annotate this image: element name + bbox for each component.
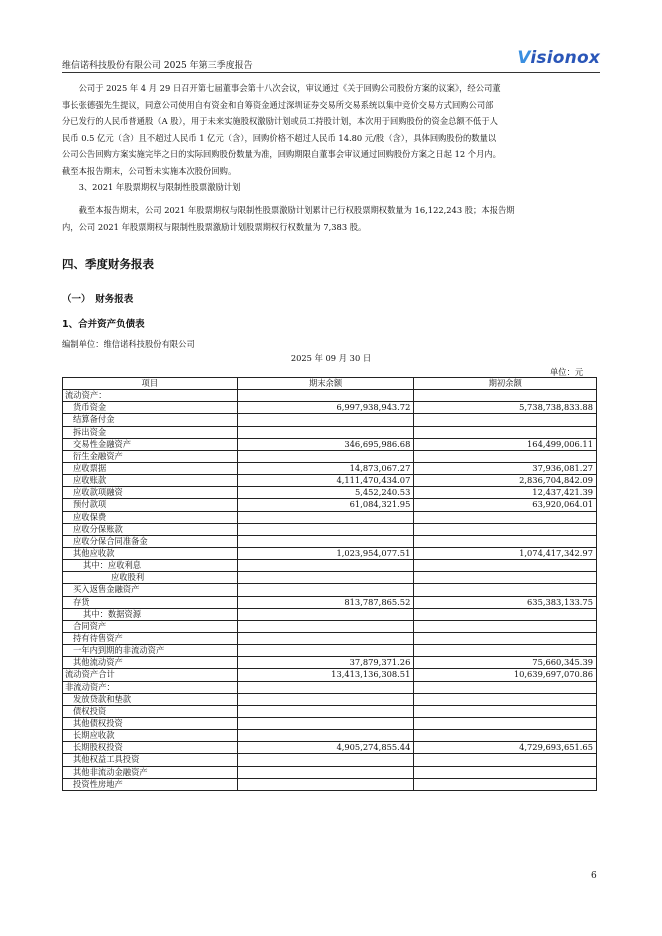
row-label: 其他债权投资 xyxy=(63,717,238,729)
period-end-value xyxy=(237,681,414,693)
balance-sheet-table xyxy=(62,377,597,791)
period-end-value: 1,023,954,077.51 xyxy=(237,547,414,559)
row-label: 应收账款 xyxy=(63,475,238,487)
table-row xyxy=(63,693,597,705)
table-row xyxy=(63,475,597,487)
row-label: 交易性金融资产 xyxy=(63,438,238,450)
paragraph-line: 民币 0.5 亿元（含）且不超过人民币 1 亿元（含），回购价格不超过人民币 14.80 元/股（含），具体回购股份的数量以 xyxy=(62,132,497,143)
report-date: 2025 年 09 月 30 日 xyxy=(290,353,372,363)
period-end-value xyxy=(237,426,414,438)
buyback-paragraph xyxy=(62,80,600,179)
row-label: 发放贷款和垫款 xyxy=(63,693,238,705)
paragraph-line: 事长张德强先生提议，同意公司使用自有资金和自筹资金通过深圳证券交易所交易系统以集中竞价交易方式回购公司部 xyxy=(62,99,494,110)
period-begin-value: 12,437,421.39 xyxy=(414,487,597,499)
row-label: 应收分保账款 xyxy=(63,523,238,535)
period-end-value xyxy=(237,693,414,705)
period-end-value: 4,905,274,855.44 xyxy=(237,742,414,754)
period-end-value xyxy=(237,717,414,729)
row-label: 流动资产： xyxy=(63,390,238,402)
row-label: 货币资金 xyxy=(63,402,238,414)
table-row xyxy=(63,657,597,669)
row-label: 买入返售金融资产 xyxy=(63,584,238,596)
period-begin-value xyxy=(414,778,597,790)
period-end-value xyxy=(237,632,414,644)
period-begin-value xyxy=(414,705,597,717)
table-row xyxy=(63,402,597,414)
period-begin-value xyxy=(414,717,597,729)
period-end-value xyxy=(237,572,414,584)
table-title: 1、合并资产负债表 xyxy=(62,319,145,330)
row-label: 其他非流动金融资产 xyxy=(63,766,238,778)
row-label: 衍生金融资产 xyxy=(63,450,238,462)
table-row xyxy=(63,499,597,511)
period-begin-value xyxy=(414,645,597,657)
table-row xyxy=(63,487,597,499)
period-begin-value xyxy=(414,511,597,523)
table-row xyxy=(63,535,597,547)
period-end-value xyxy=(237,645,414,657)
period-begin-value xyxy=(414,523,597,535)
table-row xyxy=(63,511,597,523)
period-begin-value: 4,729,693,651.65 xyxy=(414,742,597,754)
period-begin-value: 164,499,006.11 xyxy=(414,438,597,450)
table-row xyxy=(63,645,597,657)
paragraph-line: 公司公告回购方案实施完毕之日的实际回购股份数量为准，回购期限自董事会审议通过回购股份方案之日起 12 个月内。 xyxy=(62,149,501,159)
period-end-value: 4,111,470,434.07 xyxy=(237,475,414,487)
table-row xyxy=(63,705,597,717)
table-row xyxy=(63,584,597,596)
period-end-value xyxy=(237,778,414,790)
row-label: 合同资产 xyxy=(63,620,238,632)
table-row xyxy=(63,426,597,438)
row-label: 债权投资 xyxy=(63,705,238,717)
period-begin-value xyxy=(414,754,597,766)
table-header-row xyxy=(63,378,597,390)
period-end-value: 61,084,321.95 xyxy=(237,499,414,511)
row-label: 其中：应收利息 xyxy=(63,560,238,572)
incentive-plan-heading: 3、2021 年股票期权与限制性股票激励计划 xyxy=(62,182,241,192)
period-end-value xyxy=(237,730,414,742)
table-row xyxy=(63,596,597,608)
period-begin-value: 75,660,345.39 xyxy=(414,657,597,669)
header-title: 维信诺科技股份有限公司 2025 年第三季度报告 xyxy=(62,61,253,71)
table-row xyxy=(63,572,597,584)
table-row xyxy=(63,717,597,729)
table-row xyxy=(63,620,597,632)
period-end-value xyxy=(237,620,414,632)
period-end-value xyxy=(237,754,414,766)
period-end-value: 13,413,136,308.51 xyxy=(237,669,414,681)
section-title: 四、季度财务报表 xyxy=(62,257,154,271)
period-begin-value xyxy=(414,572,597,584)
row-label: 投资性房地产 xyxy=(63,778,238,790)
row-label: 非流动资产： xyxy=(63,681,238,693)
period-begin-value: 63,920,064.01 xyxy=(414,499,597,511)
paragraph-line: 内，公司 2021 年股票期权与限制性股票激励计划股票期权行权数量为 7,383 股。 xyxy=(62,221,367,232)
header-period-end: 期末余额 xyxy=(237,378,414,390)
header-divider xyxy=(62,72,600,73)
period-begin-value xyxy=(414,620,597,632)
period-begin-value: 5,738,738,833.88 xyxy=(414,402,597,414)
row-label: 结算备付金 xyxy=(63,414,238,426)
period-begin-value xyxy=(414,681,597,693)
row-label: 应收股利 xyxy=(63,572,238,584)
period-end-value xyxy=(237,766,414,778)
period-end-value xyxy=(237,560,414,572)
period-end-value xyxy=(237,584,414,596)
table-row xyxy=(63,547,597,559)
period-end-value xyxy=(237,523,414,535)
period-end-value: 14,873,067.27 xyxy=(237,462,414,474)
row-label: 应收分保合同准备金 xyxy=(63,535,238,547)
row-label: 其中：数据资源 xyxy=(63,608,238,620)
incentive-plan-paragraph xyxy=(62,202,600,235)
table-row xyxy=(63,632,597,644)
period-end-value: 6,997,938,943.72 xyxy=(237,402,414,414)
row-label: 流动资产合计 xyxy=(63,669,238,681)
period-begin-value xyxy=(414,632,597,644)
period-begin-value: 37,936,081.27 xyxy=(414,462,597,474)
page-number: 6 xyxy=(591,871,597,881)
period-begin-value xyxy=(414,730,597,742)
period-begin-value xyxy=(414,766,597,778)
row-label: 其他流动资产 xyxy=(63,657,238,669)
table-row xyxy=(63,681,597,693)
table-row xyxy=(63,523,597,535)
period-begin-value: 1,074,417,342.97 xyxy=(414,547,597,559)
table-row xyxy=(63,560,597,572)
period-begin-value xyxy=(414,414,597,426)
visionox-logo: Visionox xyxy=(517,48,600,68)
row-label: 其他权益工具投资 xyxy=(63,754,238,766)
table-row xyxy=(63,438,597,450)
subsection-title: （一） 财务报表 xyxy=(62,294,134,305)
period-begin-value xyxy=(414,560,597,572)
period-end-value: 5,452,240.53 xyxy=(237,487,414,499)
table-row xyxy=(63,778,597,790)
header-item: 项目 xyxy=(63,378,238,390)
table-row xyxy=(63,669,597,681)
paragraph-line: 截至本报告期末，公司 2021 年股票期权与限制性股票激励计划累计已行权股票期权数量为 16,122,243 股；本报告期 xyxy=(62,205,515,215)
page-header xyxy=(62,48,600,72)
period-begin-value xyxy=(414,426,597,438)
table-row xyxy=(63,450,597,462)
period-begin-value xyxy=(414,535,597,547)
table-row xyxy=(63,414,597,426)
table-row xyxy=(63,766,597,778)
period-end-value: 813,787,865.52 xyxy=(237,596,414,608)
period-end-value xyxy=(237,705,414,717)
row-label: 存货 xyxy=(63,596,238,608)
table-row xyxy=(63,390,597,402)
period-begin-value: 2,836,704,842.09 xyxy=(414,475,597,487)
table-row xyxy=(63,754,597,766)
paragraph-line: 公司于 2025 年 4 月 29 日召开第七届董事会第十八次会议，审议通过《关于回购公司股份方案的议案》，经公司董 xyxy=(62,83,501,93)
period-end-value xyxy=(237,450,414,462)
company-label: 编制单位：维信诺科技股份有限公司 xyxy=(62,339,195,349)
period-end-value: 346,695,986.68 xyxy=(237,438,414,450)
period-begin-value: 10,639,697,070.86 xyxy=(414,669,597,681)
period-begin-value xyxy=(414,584,597,596)
row-label: 应收款项融资 xyxy=(63,487,238,499)
row-label: 预付款项 xyxy=(63,499,238,511)
period-begin-value xyxy=(414,390,597,402)
period-end-value xyxy=(237,390,414,402)
row-label: 长期股权投资 xyxy=(63,742,238,754)
row-label: 应收票据 xyxy=(63,462,238,474)
period-end-value xyxy=(237,511,414,523)
table-row xyxy=(63,742,597,754)
row-label: 一年内到期的非流动资产 xyxy=(63,645,238,657)
row-label: 长期应收款 xyxy=(63,730,238,742)
table-row xyxy=(63,462,597,474)
row-label: 持有待售资产 xyxy=(63,632,238,644)
row-label: 其他应收款 xyxy=(63,547,238,559)
header-period-begin: 期初余额 xyxy=(414,378,597,390)
row-label: 拆出资金 xyxy=(63,426,238,438)
period-end-value: 37,879,371.26 xyxy=(237,657,414,669)
period-begin-value xyxy=(414,450,597,462)
period-end-value xyxy=(237,414,414,426)
table-row xyxy=(63,608,597,620)
row-label: 应收保费 xyxy=(63,511,238,523)
period-begin-value xyxy=(414,693,597,705)
period-end-value xyxy=(237,608,414,620)
period-begin-value xyxy=(414,608,597,620)
unit-label: 单位：元 xyxy=(550,367,584,377)
period-end-value xyxy=(237,535,414,547)
table-row xyxy=(63,730,597,742)
paragraph-line: 分已发行的人民币普通股（A 股），用于未来实施股权激励计划或员工持股计划，本次用于回购股份的资金总额不低于人 xyxy=(62,116,498,126)
period-begin-value: 635,383,133.75 xyxy=(414,596,597,608)
paragraph-line: 截至本报告期末，公司暂未实施本次股份回购。 xyxy=(62,165,237,176)
